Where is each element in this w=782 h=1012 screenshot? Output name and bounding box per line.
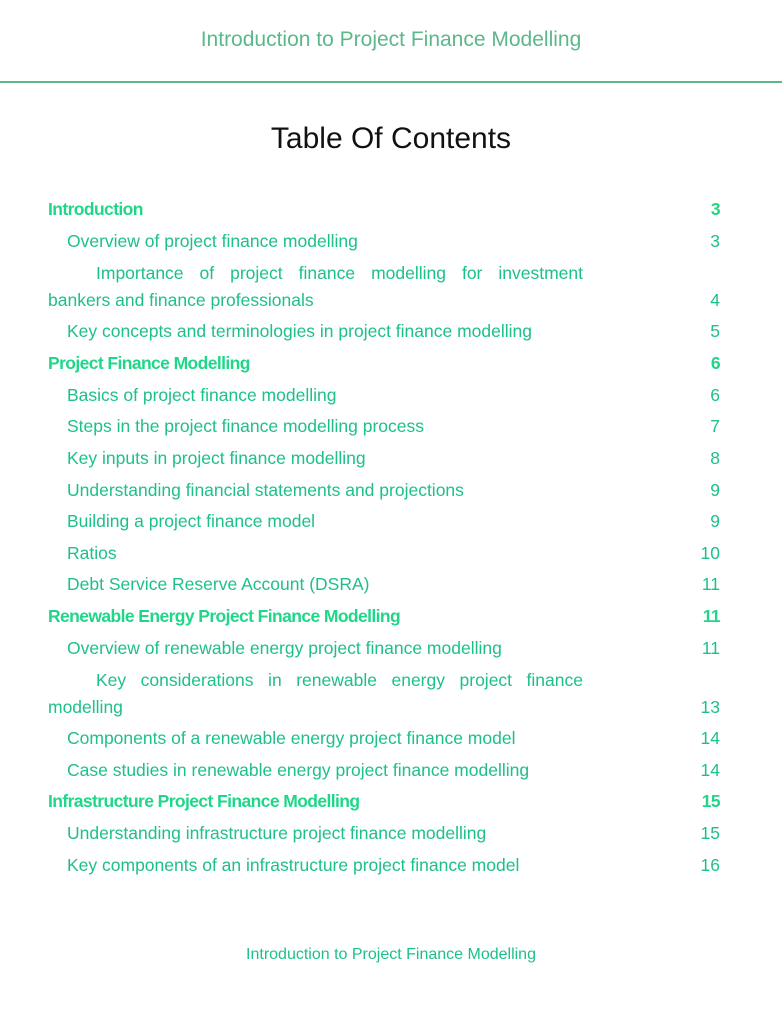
toc-entry-page: 6 [710,384,720,405]
toc-entry-page: 11 [702,605,720,626]
page-footer: Introduction to Project Finance Modelling [246,946,536,963]
toc-entry-basics[interactable] [48,382,720,409]
toc-entry-text: Project Finance Modelling [48,352,250,373]
toc-entry-text: Infrastructure Project Finance Modelling [48,791,360,812]
toc-entry-renewable-energy[interactable] [48,603,720,630]
toc-entry-page: 15 [701,791,720,812]
toc-entry-page: 9 [710,479,720,500]
toc-entry-renewable-overview[interactable] [48,635,720,662]
toc-entry-text: Key considerations in renewable energy project finance modelling [48,669,583,717]
toc-entry-page: 14 [700,728,720,749]
toc-entry-text: Renewable Energy Project Finance Modelling [48,605,401,626]
toc-entry-page: 11 [701,637,720,658]
toc-entry-page: 10 [700,542,720,563]
toc-entry-project-finance-modelling[interactable] [48,350,720,377]
toc-entry-importance[interactable] [48,260,720,314]
toc-entry-text: Case studies in renewable energy project finance modelling [67,759,530,780]
toc-entry-text: Overview of renewable energy project finance modelling [67,637,502,658]
toc-entry-introduction[interactable] [48,196,720,223]
toc-entry-text: Components of a renewable energy project finance model [67,728,516,749]
toc-entry-infrastructure-understanding[interactable] [48,820,720,847]
toc-entry-text: Key components of an infrastructure project finance model [67,854,520,875]
toc-entry-key-inputs[interactable] [48,445,720,472]
toc-entry-dsra[interactable] [48,571,720,598]
header-title: Introduction to Project Finance Modelling [200,28,582,51]
toc-entry-text: Understanding infrastructure project finance modelling [67,823,487,844]
toc-entry-text: Debt Service Reserve Account (DSRA) [67,574,370,595]
toc-entry-ratios[interactable] [48,540,720,567]
toc-entry-text: Importance of project finance modelling for investment bankers and finance professionals [48,262,583,310]
toc-entry-page: 6 [710,352,720,373]
toc-entry-text: Basics of project finance modelling [67,384,337,405]
toc-entry-page: 4 [710,289,720,310]
table-of-contents [48,196,720,884]
page-header [0,0,782,83]
toc-entry-page: 8 [710,447,720,468]
toc-title: Table Of Contents [270,122,512,155]
toc-entry-overview[interactable] [48,228,720,255]
toc-entry-renewable-considerations[interactable] [48,667,720,721]
toc-entry-text: Steps in the project finance modelling process [67,416,425,437]
toc-entry-renewable-case-studies[interactable] [48,757,720,784]
toc-entry-key-concepts[interactable] [48,318,720,345]
toc-entry-page: 13 [700,696,720,717]
toc-entry-page: 5 [710,321,720,342]
toc-entry-page: 16 [700,854,720,875]
toc-entry-text: Key inputs in project finance modelling [67,447,366,468]
toc-entry-page: 9 [710,511,720,532]
toc-entry-page: 14 [700,759,720,780]
toc-entry-text: Understanding financial statements and projections [67,479,464,500]
toc-entry-page: 3 [710,231,720,251]
toc-entry-text: Ratios [67,542,117,563]
toc-entry-infrastructure-components[interactable] [48,852,720,879]
toc-entry-page: 3 [710,199,720,219]
toc-entry-steps[interactable] [48,413,720,440]
toc-entry-text: Introduction [48,199,143,219]
toc-entry-page: 7 [710,416,720,437]
toc-entry-text: Building a project finance model [67,511,316,532]
toc-entry-text: Overview of project finance modelling [67,231,358,251]
toc-entry-building-model[interactable] [48,508,720,535]
toc-entry-page: 15 [700,823,720,844]
toc-entry-text: Key concepts and terminologies in project finance modelling [67,321,532,342]
toc-entry-infrastructure[interactable] [48,788,720,815]
toc-entry-page: 11 [701,574,720,595]
toc-entry-financial-statements[interactable] [48,477,720,504]
toc-entry-renewable-components[interactable] [48,725,720,752]
